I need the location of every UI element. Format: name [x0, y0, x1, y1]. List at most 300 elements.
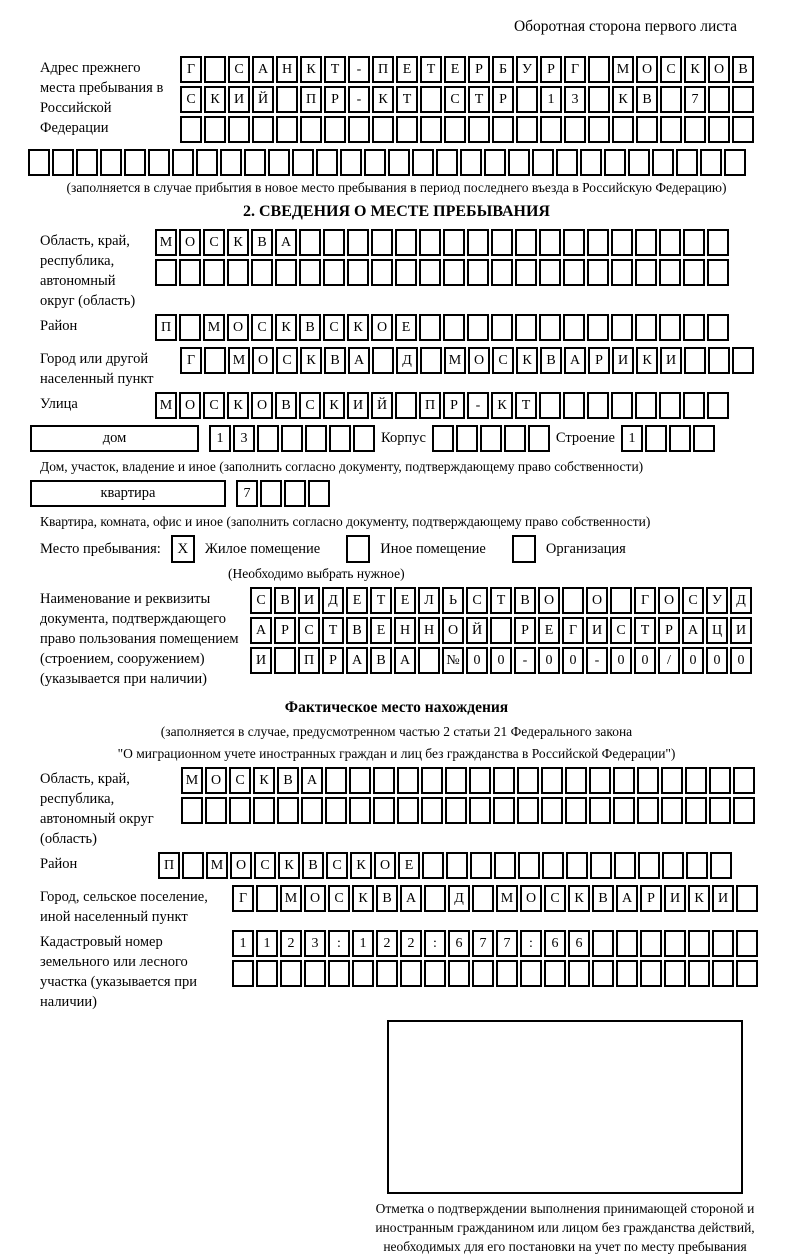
char-cell[interactable]: С [251, 314, 273, 341]
char-cell[interactable] [299, 229, 321, 256]
char-cell[interactable] [588, 116, 610, 143]
apartment-field-box[interactable] [30, 480, 226, 507]
char-cell[interactable]: К [227, 229, 249, 256]
char-cell[interactable] [491, 314, 513, 341]
char-cell[interactable] [611, 392, 633, 419]
char-cell[interactable] [204, 116, 226, 143]
char-cell[interactable] [544, 960, 566, 987]
char-cell[interactable] [349, 767, 371, 794]
char-cell[interactable] [736, 960, 758, 987]
char-cell[interactable] [256, 885, 278, 912]
char-cell[interactable] [640, 930, 662, 957]
char-cell[interactable]: Й [252, 86, 274, 113]
char-cell[interactable]: С [610, 617, 632, 644]
char-cell[interactable]: 2 [376, 930, 398, 957]
char-cell[interactable] [445, 797, 467, 824]
char-cell[interactable] [587, 259, 609, 286]
char-cell[interactable] [299, 259, 321, 286]
char-cell[interactable]: С [328, 885, 350, 912]
char-cell[interactable] [635, 229, 657, 256]
char-cell[interactable]: П [158, 852, 180, 879]
char-cell[interactable]: В [274, 587, 296, 614]
char-cell[interactable] [686, 852, 708, 879]
char-cell[interactable] [664, 960, 686, 987]
char-cell[interactable] [496, 960, 518, 987]
char-cell[interactable] [277, 797, 299, 824]
char-cell[interactable]: А [275, 229, 297, 256]
char-cell[interactable] [568, 960, 590, 987]
char-cell[interactable] [635, 259, 657, 286]
char-cell[interactable] [707, 314, 729, 341]
char-cell[interactable] [664, 930, 686, 957]
char-cell[interactable]: 7 [236, 480, 258, 507]
char-cell[interactable] [493, 797, 515, 824]
char-cell[interactable]: 7 [684, 86, 706, 113]
char-cell[interactable] [281, 425, 303, 452]
char-cell[interactable]: С [492, 347, 514, 374]
char-cell[interactable]: В [370, 647, 392, 674]
char-cell[interactable] [397, 797, 419, 824]
char-cell[interactable] [446, 852, 468, 879]
char-cell[interactable] [732, 347, 754, 374]
char-cell[interactable]: В [277, 767, 299, 794]
char-cell[interactable] [516, 86, 538, 113]
char-cell[interactable] [637, 767, 659, 794]
char-cell[interactable] [491, 259, 513, 286]
char-cell[interactable] [371, 259, 393, 286]
char-cell[interactable] [445, 767, 467, 794]
char-cell[interactable]: : [328, 930, 350, 957]
char-cell[interactable]: Й [371, 392, 393, 419]
char-cell[interactable] [732, 86, 754, 113]
char-cell[interactable] [733, 797, 755, 824]
char-cell[interactable] [179, 259, 201, 286]
char-cell[interactable]: 0 [610, 647, 632, 674]
char-cell[interactable]: К [636, 347, 658, 374]
char-cell[interactable] [541, 797, 563, 824]
char-cell[interactable] [308, 480, 330, 507]
char-cell[interactable]: С [323, 314, 345, 341]
char-cell[interactable] [539, 314, 561, 341]
char-cell[interactable] [532, 149, 554, 176]
char-cell[interactable]: И [712, 885, 734, 912]
char-cell[interactable] [645, 425, 667, 452]
char-cell[interactable] [611, 229, 633, 256]
char-cell[interactable]: О [230, 852, 252, 879]
char-cell[interactable]: Е [398, 852, 420, 879]
char-cell[interactable]: Е [444, 56, 466, 83]
char-cell[interactable] [395, 229, 417, 256]
char-cell[interactable] [492, 116, 514, 143]
char-cell[interactable] [683, 314, 705, 341]
char-cell[interactable]: 0 [706, 647, 728, 674]
char-cell[interactable]: 1 [352, 930, 374, 957]
char-cell[interactable] [565, 767, 587, 794]
char-cell[interactable] [542, 852, 564, 879]
char-cell[interactable]: Т [324, 56, 346, 83]
char-cell[interactable] [708, 86, 730, 113]
stay-checkbox-inoe[interactable] [346, 535, 370, 563]
char-cell[interactable] [76, 149, 98, 176]
char-cell[interactable]: А [682, 617, 704, 644]
char-cell[interactable] [661, 797, 683, 824]
char-cell[interactable]: К [688, 885, 710, 912]
char-cell[interactable] [276, 116, 298, 143]
char-cell[interactable] [588, 56, 610, 83]
char-cell[interactable] [467, 314, 489, 341]
char-cell[interactable]: П [300, 86, 322, 113]
char-cell[interactable]: 0 [682, 647, 704, 674]
char-cell[interactable] [396, 116, 418, 143]
char-cell[interactable] [528, 425, 550, 452]
char-cell[interactable] [708, 116, 730, 143]
char-cell[interactable] [539, 392, 561, 419]
char-cell[interactable] [589, 767, 611, 794]
char-cell[interactable] [436, 149, 458, 176]
char-cell[interactable] [683, 259, 705, 286]
char-cell[interactable] [508, 149, 530, 176]
char-cell[interactable]: / [658, 647, 680, 674]
char-cell[interactable]: : [424, 930, 446, 957]
char-cell[interactable]: М [206, 852, 228, 879]
char-cell[interactable] [268, 149, 290, 176]
char-cell[interactable] [253, 797, 275, 824]
char-cell[interactable] [352, 960, 374, 987]
char-cell[interactable] [628, 149, 650, 176]
char-cell[interactable]: И [586, 617, 608, 644]
char-cell[interactable] [388, 149, 410, 176]
char-cell[interactable]: Т [515, 392, 537, 419]
char-cell[interactable] [347, 259, 369, 286]
char-cell[interactable]: Е [395, 314, 417, 341]
char-cell[interactable] [329, 425, 351, 452]
char-cell[interactable]: Е [538, 617, 560, 644]
char-cell[interactable] [418, 647, 440, 674]
char-cell[interactable] [28, 149, 50, 176]
char-cell[interactable]: О [658, 587, 680, 614]
char-cell[interactable] [397, 767, 419, 794]
char-cell[interactable] [708, 347, 730, 374]
char-cell[interactable] [203, 259, 225, 286]
house-field-box[interactable] [30, 425, 199, 452]
char-cell[interactable]: А [394, 647, 416, 674]
char-cell[interactable]: К [568, 885, 590, 912]
char-cell[interactable] [683, 229, 705, 256]
char-cell[interactable] [196, 149, 218, 176]
char-cell[interactable] [301, 797, 323, 824]
char-cell[interactable]: Д [396, 347, 418, 374]
char-cell[interactable]: К [275, 314, 297, 341]
char-cell[interactable]: У [706, 587, 728, 614]
char-cell[interactable]: Г [634, 587, 656, 614]
char-cell[interactable] [638, 852, 660, 879]
char-cell[interactable] [661, 767, 683, 794]
char-cell[interactable]: Р [658, 617, 680, 644]
char-cell[interactable] [616, 960, 638, 987]
char-cell[interactable] [300, 116, 322, 143]
char-cell[interactable]: И [347, 392, 369, 419]
char-cell[interactable]: В [251, 229, 273, 256]
char-cell[interactable] [419, 229, 441, 256]
char-cell[interactable]: В [302, 852, 324, 879]
char-cell[interactable]: Т [322, 617, 344, 644]
char-cell[interactable] [422, 852, 444, 879]
char-cell[interactable]: А [400, 885, 422, 912]
char-cell[interactable]: Н [418, 617, 440, 644]
char-cell[interactable] [518, 852, 540, 879]
char-cell[interactable]: В [299, 314, 321, 341]
char-cell[interactable] [227, 259, 249, 286]
char-cell[interactable] [652, 149, 674, 176]
char-cell[interactable] [348, 116, 370, 143]
char-cell[interactable] [669, 425, 691, 452]
char-cell[interactable]: С [544, 885, 566, 912]
char-cell[interactable]: № [442, 647, 464, 674]
char-cell[interactable]: Г [564, 56, 586, 83]
char-cell[interactable]: В [275, 392, 297, 419]
char-cell[interactable]: К [684, 56, 706, 83]
char-cell[interactable] [204, 347, 226, 374]
char-cell[interactable] [712, 960, 734, 987]
char-cell[interactable]: М [496, 885, 518, 912]
char-cell[interactable]: Г [232, 885, 254, 912]
char-cell[interactable]: Е [394, 587, 416, 614]
char-cell[interactable] [419, 259, 441, 286]
char-cell[interactable] [613, 767, 635, 794]
char-cell[interactable]: О [205, 767, 227, 794]
char-cell[interactable]: : [520, 930, 542, 957]
char-cell[interactable]: Д [448, 885, 470, 912]
char-cell[interactable] [517, 797, 539, 824]
char-cell[interactable] [736, 885, 758, 912]
char-cell[interactable]: И [250, 647, 272, 674]
char-cell[interactable]: 0 [634, 647, 656, 674]
char-cell[interactable] [468, 116, 490, 143]
char-cell[interactable]: К [204, 86, 226, 113]
char-cell[interactable] [456, 425, 478, 452]
char-cell[interactable]: Й [466, 617, 488, 644]
char-cell[interactable] [444, 116, 466, 143]
char-cell[interactable] [324, 116, 346, 143]
char-cell[interactable] [274, 647, 296, 674]
char-cell[interactable]: Р [588, 347, 610, 374]
char-cell[interactable]: Т [370, 587, 392, 614]
char-cell[interactable] [539, 259, 561, 286]
char-cell[interactable]: В [514, 587, 536, 614]
char-cell[interactable] [710, 852, 732, 879]
char-cell[interactable]: С [660, 56, 682, 83]
char-cell[interactable]: С [682, 587, 704, 614]
char-cell[interactable]: 2 [400, 930, 422, 957]
char-cell[interactable] [52, 149, 74, 176]
char-cell[interactable] [204, 56, 226, 83]
char-cell[interactable]: В [540, 347, 562, 374]
char-cell[interactable] [580, 149, 602, 176]
char-cell[interactable]: 6 [568, 930, 590, 957]
char-cell[interactable]: 1 [540, 86, 562, 113]
char-cell[interactable]: О [179, 392, 201, 419]
char-cell[interactable]: В [324, 347, 346, 374]
char-cell[interactable]: С [299, 392, 321, 419]
char-cell[interactable]: М [181, 767, 203, 794]
char-cell[interactable]: С [276, 347, 298, 374]
char-cell[interactable] [469, 767, 491, 794]
char-cell[interactable]: С [203, 392, 225, 419]
char-cell[interactable]: П [298, 647, 320, 674]
char-cell[interactable]: О [374, 852, 396, 879]
char-cell[interactable]: И [298, 587, 320, 614]
char-cell[interactable] [732, 116, 754, 143]
char-cell[interactable] [280, 960, 302, 987]
char-cell[interactable]: 7 [496, 930, 518, 957]
char-cell[interactable] [347, 229, 369, 256]
char-cell[interactable]: - [348, 56, 370, 83]
char-cell[interactable]: Д [322, 587, 344, 614]
char-cell[interactable] [305, 425, 327, 452]
char-cell[interactable]: 3 [564, 86, 586, 113]
char-cell[interactable]: - [514, 647, 536, 674]
char-cell[interactable] [155, 259, 177, 286]
char-cell[interactable]: 3 [304, 930, 326, 957]
char-cell[interactable] [516, 116, 538, 143]
char-cell[interactable] [685, 767, 707, 794]
char-cell[interactable] [460, 149, 482, 176]
char-cell[interactable] [683, 392, 705, 419]
char-cell[interactable] [587, 392, 609, 419]
char-cell[interactable]: К [352, 885, 374, 912]
char-cell[interactable] [467, 229, 489, 256]
char-cell[interactable]: Р [492, 86, 514, 113]
char-cell[interactable] [636, 116, 658, 143]
char-cell[interactable] [328, 960, 350, 987]
char-cell[interactable]: С [298, 617, 320, 644]
char-cell[interactable] [448, 960, 470, 987]
char-cell[interactable]: Е [346, 587, 368, 614]
char-cell[interactable]: С [444, 86, 466, 113]
char-cell[interactable] [660, 86, 682, 113]
char-cell[interactable]: Т [468, 86, 490, 113]
char-cell[interactable]: А [346, 647, 368, 674]
char-cell[interactable]: Е [396, 56, 418, 83]
char-cell[interactable]: Р [322, 647, 344, 674]
char-cell[interactable] [604, 149, 626, 176]
char-cell[interactable] [179, 314, 201, 341]
char-cell[interactable]: С [229, 767, 251, 794]
char-cell[interactable] [480, 425, 502, 452]
stay-checkbox-zhiloe[interactable]: X [171, 535, 195, 563]
char-cell[interactable]: С [228, 56, 250, 83]
char-cell[interactable]: А [564, 347, 586, 374]
char-cell[interactable] [284, 480, 306, 507]
char-cell[interactable] [491, 229, 513, 256]
char-cell[interactable]: Е [370, 617, 392, 644]
char-cell[interactable]: А [252, 56, 274, 83]
char-cell[interactable]: 6 [544, 930, 566, 957]
char-cell[interactable] [340, 149, 362, 176]
char-cell[interactable] [587, 314, 609, 341]
char-cell[interactable] [736, 930, 758, 957]
char-cell[interactable] [515, 229, 537, 256]
char-cell[interactable] [565, 797, 587, 824]
char-cell[interactable]: С [180, 86, 202, 113]
char-cell[interactable] [419, 314, 441, 341]
char-cell[interactable] [260, 480, 282, 507]
char-cell[interactable]: 7 [472, 930, 494, 957]
char-cell[interactable]: 0 [466, 647, 488, 674]
char-cell[interactable] [472, 960, 494, 987]
char-cell[interactable] [712, 930, 734, 957]
char-cell[interactable]: Г [562, 617, 584, 644]
char-cell[interactable] [412, 149, 434, 176]
char-cell[interactable] [562, 587, 584, 614]
char-cell[interactable] [395, 259, 417, 286]
char-cell[interactable] [182, 852, 204, 879]
char-cell[interactable]: И [730, 617, 752, 644]
char-cell[interactable]: 0 [562, 647, 584, 674]
char-cell[interactable]: В [732, 56, 754, 83]
char-cell[interactable]: 1 [621, 425, 643, 452]
char-cell[interactable] [676, 149, 698, 176]
char-cell[interactable] [323, 259, 345, 286]
char-cell[interactable]: 1 [232, 930, 254, 957]
char-cell[interactable] [693, 425, 715, 452]
char-cell[interactable]: К [323, 392, 345, 419]
char-cell[interactable]: А [250, 617, 272, 644]
char-cell[interactable]: С [466, 587, 488, 614]
char-cell[interactable] [493, 767, 515, 794]
char-cell[interactable] [635, 314, 657, 341]
char-cell[interactable] [372, 347, 394, 374]
char-cell[interactable]: П [419, 392, 441, 419]
char-cell[interactable]: К [350, 852, 372, 879]
char-cell[interactable] [371, 229, 393, 256]
char-cell[interactable]: 0 [538, 647, 560, 674]
char-cell[interactable]: О [304, 885, 326, 912]
char-cell[interactable]: М [444, 347, 466, 374]
char-cell[interactable] [124, 149, 146, 176]
char-cell[interactable]: И [228, 86, 250, 113]
char-cell[interactable]: О [252, 347, 274, 374]
char-cell[interactable] [613, 797, 635, 824]
char-cell[interactable] [275, 259, 297, 286]
char-cell[interactable] [563, 314, 585, 341]
char-cell[interactable] [685, 797, 707, 824]
char-cell[interactable]: С [203, 229, 225, 256]
char-cell[interactable] [276, 86, 298, 113]
char-cell[interactable]: Т [396, 86, 418, 113]
char-cell[interactable]: - [348, 86, 370, 113]
char-cell[interactable] [612, 116, 634, 143]
char-cell[interactable] [659, 229, 681, 256]
char-cell[interactable] [424, 960, 446, 987]
char-cell[interactable] [541, 767, 563, 794]
char-cell[interactable] [353, 425, 375, 452]
char-cell[interactable] [588, 86, 610, 113]
char-cell[interactable] [467, 259, 489, 286]
char-cell[interactable]: О [636, 56, 658, 83]
char-cell[interactable] [707, 392, 729, 419]
char-cell[interactable] [616, 930, 638, 957]
char-cell[interactable] [515, 314, 537, 341]
char-cell[interactable] [659, 314, 681, 341]
char-cell[interactable] [469, 797, 491, 824]
char-cell[interactable]: У [516, 56, 538, 83]
char-cell[interactable] [304, 960, 326, 987]
char-cell[interactable] [611, 314, 633, 341]
char-cell[interactable] [563, 259, 585, 286]
char-cell[interactable] [470, 852, 492, 879]
char-cell[interactable] [637, 797, 659, 824]
